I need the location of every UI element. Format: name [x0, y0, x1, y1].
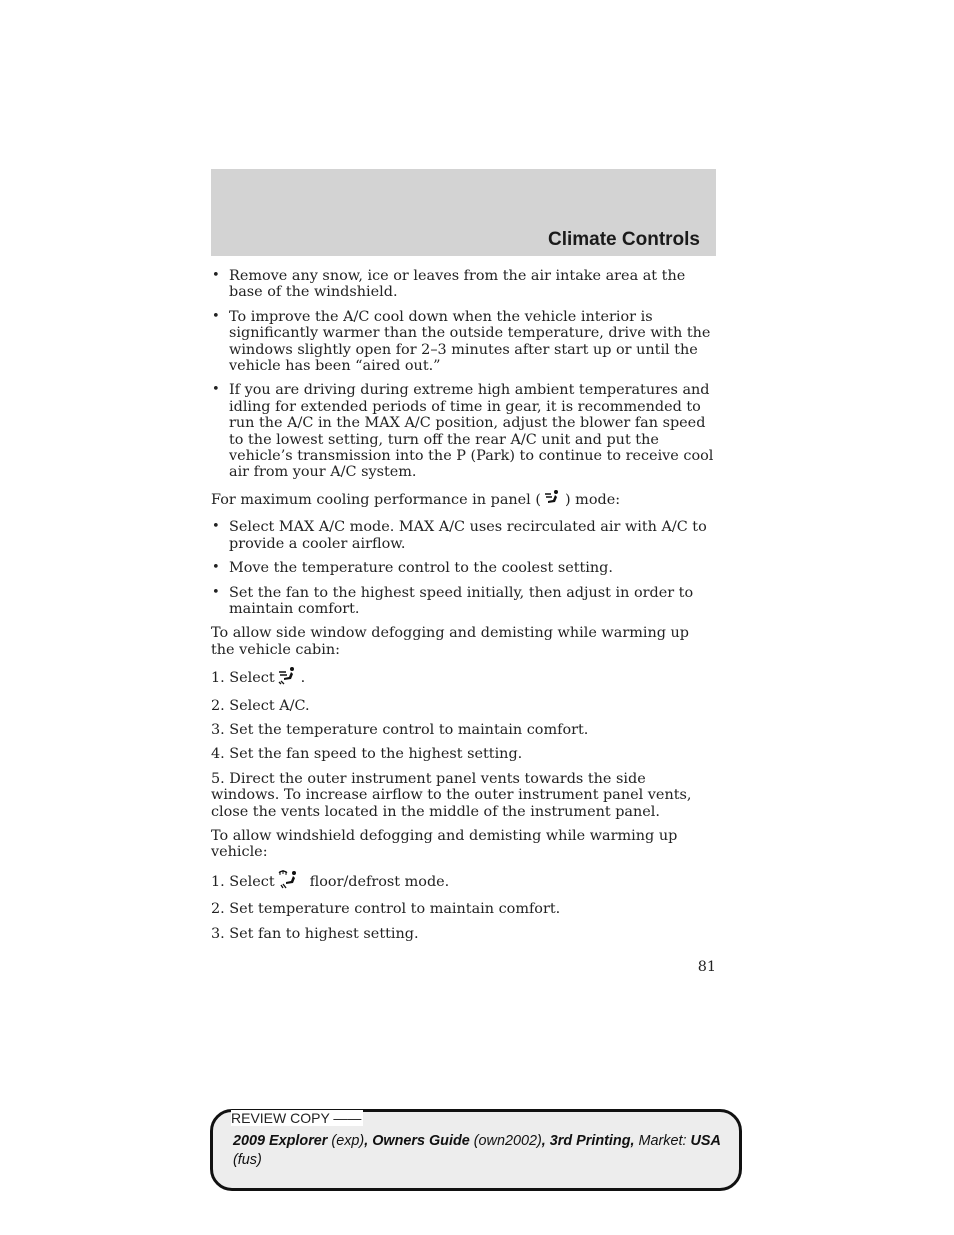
list-item: • Move the temperature control to the coolest setting.	[211, 560, 716, 576]
side-step-1-end: .	[300, 670, 306, 687]
footer-sep-1: ,	[364, 1133, 369, 1149]
side-step-1	[211, 666, 716, 689]
ws-step-1-end: floor/defrost mode.	[309, 873, 450, 890]
side-step-2: 2. Select A/C.	[211, 697, 310, 714]
footer-sep-2: ,	[541, 1133, 546, 1149]
max-cooling-intro-start: For maximum cooling performance in panel (	[211, 491, 541, 508]
bullet-list-tips	[211, 268, 716, 481]
list-item: • Select MAX A/C mode. MAX A/C uses recirculated air with A/C to provide a cooler airflow.	[211, 519, 716, 552]
review-copy-label: REVIEW COPY ——	[231, 1110, 362, 1126]
panel-mode-icon	[544, 489, 562, 511]
max-cooling-intro-end: ) mode:	[564, 491, 621, 508]
ws-step-1-text: 1. Select	[211, 873, 275, 890]
section-title: Climate Controls	[547, 229, 700, 250]
floor-defrost-mode-icon	[278, 869, 300, 893]
list-item: • Remove any snow, ice or leaves from the air intake area at the base of the windshield.	[211, 268, 716, 301]
page-number: 81	[697, 959, 716, 975]
footer-market: USA	[690, 1133, 721, 1149]
footer-guide-code: (own2002)	[473, 1133, 542, 1149]
footer-market-label: Market:	[638, 1133, 687, 1149]
section-header-band	[211, 169, 716, 256]
footer-guide: Owners Guide	[372, 1133, 470, 1149]
footer-publication-info	[233, 1132, 725, 1170]
footer-model: 2009 Explorer	[233, 1133, 328, 1149]
ws-step-1	[211, 869, 716, 893]
bullet-list-max-cooling	[211, 519, 716, 617]
windshield-intro: To allow windshield defogging and demisting while warming up vehicle:	[211, 827, 678, 861]
side-step-3: 3. Set the temperature control to maintain comfort.	[211, 721, 589, 738]
list-item: • Set the fan to the highest speed initially, then adjust in order to maintain comfort.	[211, 585, 716, 618]
side-step-4: 4. Set the fan speed to the highest setting.	[211, 746, 523, 763]
page-content	[211, 268, 716, 950]
footer-printing: 3rd Printing,	[549, 1133, 635, 1149]
ws-step-2: 2. Set temperature control to maintain comfort.	[211, 901, 561, 918]
side-step-5: 5. Direct the outer instrument panel vents towards the side windows. To increase airflow to the outer instrument panel vents, close the vents located in the middle of the instrument panel.	[211, 770, 692, 820]
ws-step-3: 3. Set fan to highest setting.	[211, 925, 419, 942]
footer-market-code: (fus)	[233, 1152, 262, 1168]
list-item: • If you are driving during extreme high ambient temperatures and idling for extended periods of time in gear, it is recommended to run the A/C in the MAX A/C position, adjust the blower fan speed to the lowest setting, turn off the rear A/C unit and put the vehicle’s transmission into the P (Park) to continue to receive cool air from your A/C system.	[211, 382, 716, 480]
max-cooling-intro	[211, 489, 716, 511]
side-step-1-text: 1. Select	[211, 670, 275, 687]
side-defog-intro: To allow side window defogging and demisting while warming up the vehicle cabin:	[211, 625, 689, 658]
panel-floor-mode-icon	[278, 666, 298, 689]
footer-model-code: (exp)	[331, 1133, 365, 1149]
list-item: • To improve the A/C cool down when the vehicle interior is significantly warmer than the outside temperature, drive with the windows slightly open for 2–3 minutes after start up or until the vehicle has been “aired out.”	[211, 309, 716, 375]
